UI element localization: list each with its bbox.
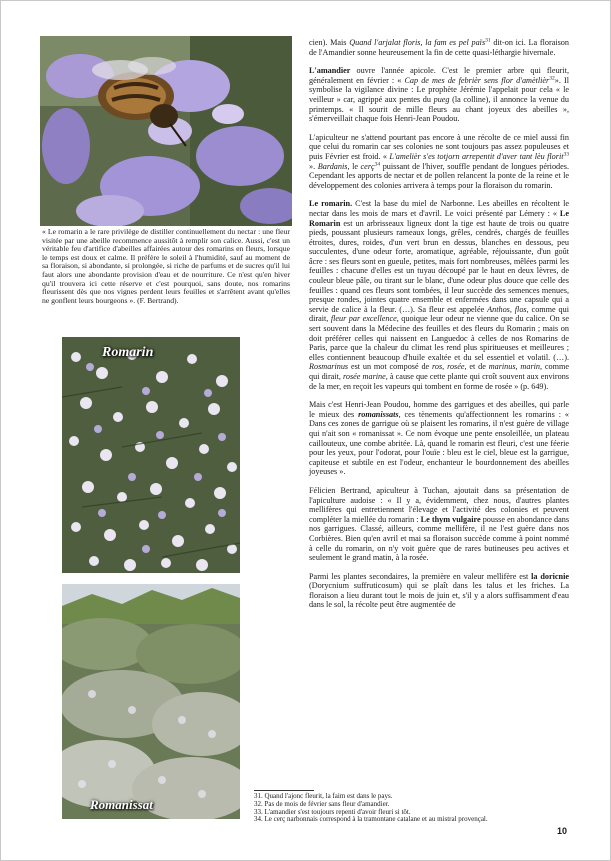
text-span: (la colline), il annonce la venue du printemps. « Il sourit de mille fleurs au chant joyeux des abeilles », s'émerveillait chaque fois Henri-Jean Poudou. (309, 94, 569, 124)
text-span: ». (309, 161, 318, 171)
text-span: , ces tènements qu'affectionnent les romarins : « Dans ces zones de garrigue où se plaisent les romarins, il n'est guère de village qui n'ait son « romanissat ». Ce nom évoque une pente ensoleillée, un plateau caillouteux, une combe abritée. Là, quand le romarin est fleuri, c'est une féerie pour les yeux, pour l'odorat, pour l'ouïe : bleu est le ciel, bleue est la garrigue, capiteuse et subtile en est l'odeur, enchanteur le bourdonnement des abeilles joyeuses ». (309, 409, 569, 477)
paragraph-7 (309, 572, 569, 610)
text-span: , quoique leur odeur ne vienne que du calice. On se sert souvent dans la Médecine des feuilles et des fleurs du Romarin ; mais on doit préférer celles qui naissent en Languedoc à celles de nos Romarins de Paris, parce que la chaleur du climat les rend plus spiritueuses et meilleures ; elles contiennent beaucoup d'huile exaltée et du sel essentiel et volatil. (…). (309, 314, 570, 362)
text-span: ». Il symbolise la vigilance divine : Le prophète Jérémie l'appelait pour cela « le veilleur » car, agrippé aux pentes du (309, 75, 569, 104)
page-number: 10 (557, 826, 568, 836)
term-thym: Le thym vulgaire (420, 514, 481, 524)
romanissat-label: Romanissat (90, 797, 153, 812)
photo-caption (42, 228, 290, 305)
footnote-34: 34. Le cerç narbonnais correspond à la tramontane catalane et au mistral provençal. (254, 815, 488, 824)
footnote-ref-33: 33 (563, 151, 569, 158)
article-column (309, 38, 569, 610)
text-span: pousse en abondance dans nos garrigues. Classé, ailleurs, comme mellifère, il ne l'est guère dans nos Corbières. Bien qu'en avril et mai sa floraison succède comme à point nommé à celle du romarin, on n'y voit guère que de rares butineuses peu actives et seulement le grand matin, à la rosée. (309, 514, 570, 563)
text-span: dit-on ici. La floraison de l'Amandier sonne heureusement la fin de cette quasi-léthargie hivernale. (309, 38, 569, 57)
text-span: L'apiculteur ne s'attend pourtant pas encore à une récolte de ce miel aussi fin que celui du romarin car ses colonies ne sont toujours pas assez populeuses et puis Février est froid. « (309, 132, 569, 161)
footnotes (254, 793, 574, 824)
text-span: , comme qui dirait, (309, 362, 569, 381)
occitan-word: cerç (360, 161, 375, 171)
text-span: est un arbrisseaux ligneux dont la tige est haute de trois ou quatre pieds, poussant plusieurs rameaux longs, grêles, cendrés, chargés de feuilles étroites, dures, roides, d'un vert brun en dessus, blanches en dessous, peu succulentes, d'une odeur forte, aromatique, agréable, réjouissante, d'un goût âcre : ses fleurs sont en gueule, petites, mais fort nombreuses, mêlées parmi les feuilles : chacune d'elles est un tuyau découpé par le haut en deux lèvres, de couleur bleue pâle, ou tirant sur le blanc, d'une odeur plus douce que celle des feuilles : quand ces fleurs sont tombées, il leur succède des semences menues, presque rondes, jointes quatre ensemble et enfermées dans une capsule qui a servie de calice à la fleur. (…). Sa fleur est appelée (309, 218, 569, 314)
romanissat-photo (62, 584, 240, 819)
text-span: puissant de l'hiver, souffle pendant de longues périodes. Cependant les apports de nectar et de pollen relancent la ponte de la reine et le développement des colonies arrivera à temps pour la floraison du romarin. (309, 161, 570, 190)
footnote-ref-32: 32 (549, 75, 555, 82)
paragraph-2 (309, 66, 569, 124)
latin-term: Anthos, flos (487, 304, 527, 314)
bee-on-rosemary-photo (40, 36, 292, 226)
text-span: Félicien Bertrand, apiculteur à Tuchan, ajoutait dans sa présentation de l'apiculture audoise : « Il y a, évidemment, chez nous, d'autres plantes mellifères qui entretiennent l'élevage et l'activité des colonies et peuvent compléter la miellée du romarin : (309, 485, 569, 524)
footnote-33: 33. L'amandier s'est toujours repenti d'avoir fleuri si tôt. (254, 807, 411, 816)
paragraph-1 (309, 38, 569, 57)
romarin-label: Romarin (102, 345, 154, 360)
text-span: (Dorycnium suffruticosum) qui se plaît dans les talus et les friches. La floraison a lieu durant tout le mois de juin et, s'il y a alors suffisamment d'eau dans le sol, la récolte peut être augmentée de (309, 581, 569, 610)
text-span: Parmi les plantes secondaires, la première en valeur mellifère est (309, 571, 532, 581)
text-span: , et de (464, 362, 489, 372)
term-doricnie: la doricnie (531, 571, 569, 581)
text-span: , comme qui dirait, (309, 304, 570, 324)
text-span: C'est la base du miel de Narbonne. Les abeilles en récoltent le nectar dans les mois de mars et d'avril. Le voici présenté par Lémery : « (309, 199, 569, 218)
footnote-ref-31: 31 (485, 37, 491, 44)
latin-term: ros, rosée (432, 362, 465, 372)
caption-text: « Le romarin a le rare privilège de distiller continuellement du nectar : une fleur visitée par une abeille recommence aussitôt à remplir son calice. Aussi, c'est un véritable feu d'artifice d'abeilles affairées autour des romarins en fleurs, lorsque le temps est doux et calme. Il préfère le soleil à l'humidité, sauf au moment de sa floraison, si abondante, si prolongée, si riche de parfums et de sucres qu'il lui faut alors une abondante provision d'eau et de nourriture. Ce n'est qu'en hiver qu'il trouvera ici cette réserve et c'est pourquoi, sans doute, nos romarins fleurissent dès que nos vignes perdent leurs feuilles et s'arrêtent avant qu'elles ne gonflent leurs bourgeons ». (F. Bertrand). (42, 227, 290, 305)
term-romarin: Le Romarin (309, 208, 569, 228)
term-romanissats: romanissats (358, 409, 399, 419)
text-span: Mais c'est Henri-Jean Poudou, homme des garrigues et des abeilles, qui parle le mieux des (309, 400, 569, 419)
occitan-word: pueg (433, 94, 450, 104)
text-span: , à cause que cette plante qui croît souvent aux environs de la mer, en reçoit les vapeurs qui tombent en forme de rosée » (p. 649). (309, 372, 569, 391)
occitan-proverb: Quand l'arjalat floris, la fam es pel païs (349, 38, 486, 47)
italic-term: fleur par excellence (330, 314, 397, 324)
romarin-photo (62, 337, 240, 573)
text-span: ouvre l'année apicole. C'est le premier arbre qui fleurit, généralement en février : « (309, 66, 569, 85)
text-span: est un mot composé de (348, 362, 433, 372)
paragraph-3 (309, 133, 569, 191)
occitan-proverb: Cap de mes de febrièr sens flor d'amètlièr (404, 75, 550, 85)
paragraph-6 (309, 486, 569, 563)
footnote-ref-34: 34 (374, 160, 381, 167)
paragraph-5 (309, 400, 569, 477)
latin-term: Rosmarinus (309, 362, 349, 372)
text-span: , le (347, 161, 361, 171)
text-span: cien). Mais (309, 38, 350, 47)
heading-romarin: Le romarin. (309, 199, 353, 209)
footnote-31: 31. Quand l'ajonc fleurit, la faim est dans le pays. (254, 792, 393, 800)
paragraph-4 (309, 199, 569, 391)
footnote-32: 32. Pas de mois de février sans fleur d'amandier. (254, 799, 390, 808)
italic-term: rosée marine (343, 372, 386, 381)
heading-amandier: L'amandier (309, 66, 351, 76)
latin-term: marinus, marin (488, 362, 540, 372)
occitan-proverb: L'amelièr s'es totjorn arrepentit d'aver tant lèu florit (389, 151, 564, 161)
occitan-word: Bardanis (317, 161, 348, 171)
footnote-divider (254, 790, 314, 791)
